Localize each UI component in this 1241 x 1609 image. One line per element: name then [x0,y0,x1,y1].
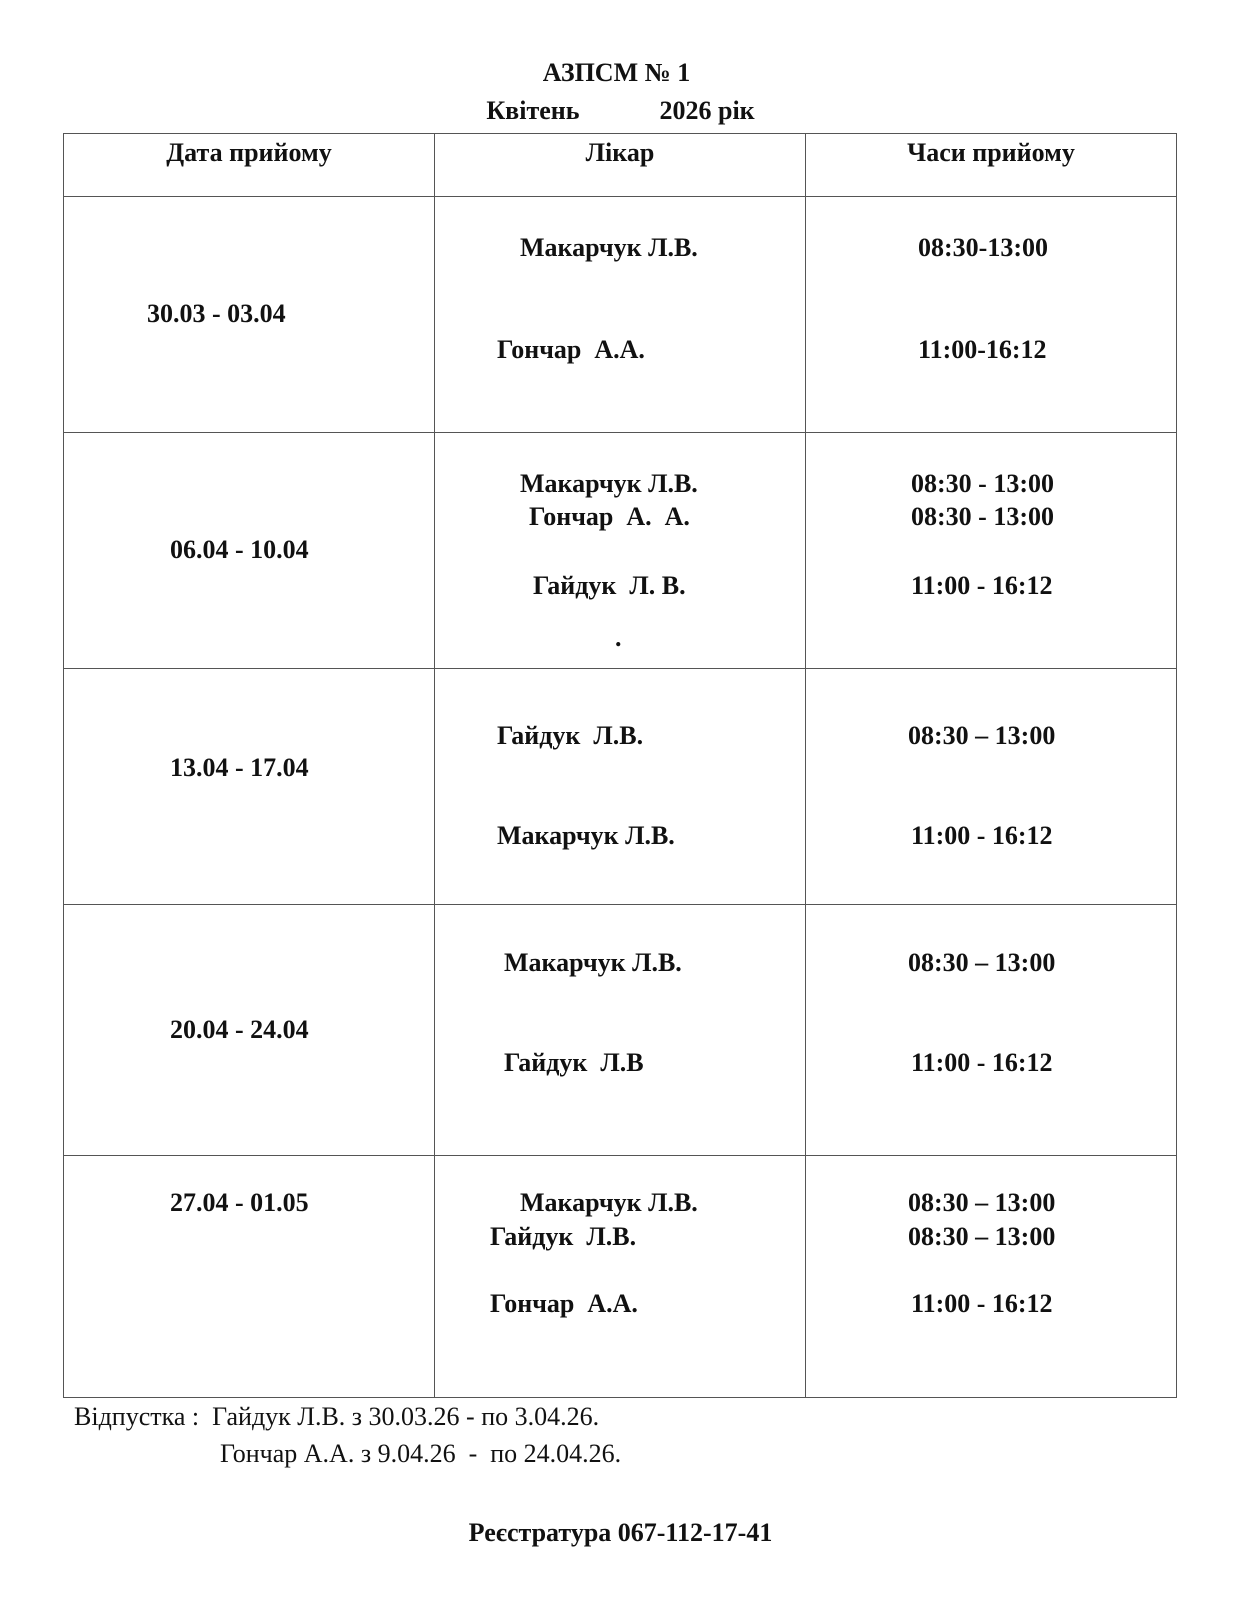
hours-cell [806,433,1177,669]
hours-range: 08:30 – 13:00 [908,721,1056,750]
hours-cell [806,905,1177,1156]
year-label: 2026 рік [659,96,755,125]
page-subtitle [0,96,1241,126]
doctor-cell [435,669,806,905]
doctor-name: Макарчук Л.В. [497,821,675,850]
hours-range: 08:30 – 13:00 [908,948,1056,977]
date-cell [64,669,435,905]
hours-cell [806,197,1177,433]
hours-range: 08:30 – 13:00 [908,1188,1056,1217]
hours-range: 08:30 - 13:00 [911,502,1054,531]
table-row [64,669,1177,905]
month-label: Квітень [486,96,580,125]
doctor-name: Гайдук Л.В [504,1048,644,1077]
vacation-note-line-1: Відпустка : Гайдук Л.В. з 30.03.26 - по 3.04.26. [74,1402,600,1431]
vacation-note-line-2: Гончар А.А. з 9.04.26 - по 24.04.26. [220,1439,622,1468]
hours-cell [806,1156,1177,1398]
column-header-date: Дата прийому [64,134,435,197]
date-cell [64,197,435,433]
date-range: 20.04 - 24.04 [170,1015,309,1044]
hours-range: 11:00-16:12 [918,335,1047,364]
doctor-cell [435,905,806,1156]
hours-range: 11:00 - 16:12 [911,821,1053,850]
date-range: 13.04 - 17.04 [170,753,309,782]
doctor-name: Макарчук Л.В. [504,948,682,977]
dot-mark: . [615,623,622,652]
doctor-name: Макарчук Л.В. [520,469,698,498]
schedule-table [63,133,1177,1398]
date-range: 27.04 - 01.05 [170,1188,309,1217]
doctor-cell [435,1156,806,1398]
date-range: 06.04 - 10.04 [170,535,309,564]
doctor-name: Макарчук Л.В. [520,1188,698,1217]
date-cell [64,1156,435,1398]
hours-range: 11:00 - 16:12 [911,1048,1053,1077]
doctor-name: Гайдук Л. В. [533,571,686,600]
hours-range: 08:30 – 13:00 [908,1222,1056,1251]
hours-cell [806,669,1177,905]
table-header-row [64,134,1177,197]
hours-range: 08:30-13:00 [918,233,1048,262]
hours-range: 11:00 - 16:12 [911,571,1053,600]
column-header-hours: Часи прийому [806,134,1177,197]
doctor-name: Макарчук Л.В. [520,233,698,262]
page-title: АЗПСМ № 1 [542,58,691,87]
date-cell [64,433,435,669]
doctor-cell [435,433,806,669]
column-header-doctor: Лікар [435,134,806,197]
table-row [64,1156,1177,1398]
registry-phone: Реєстратура 067-112-17-41 [468,1518,773,1547]
date-cell [64,905,435,1156]
doctor-name: Гончар А.А. [497,335,645,364]
doctor-cell [435,197,806,433]
hours-range: 11:00 - 16:12 [911,1289,1053,1318]
table-row [64,905,1177,1156]
table-row [64,197,1177,433]
doctor-name: Гончар А. А. [529,502,690,531]
doctor-name: Гайдук Л.В. [490,1222,637,1251]
date-range: 30.03 - 03.04 [147,299,286,328]
table-row [64,433,1177,669]
doctor-name: Гончар А.А. [490,1289,638,1318]
hours-range: 08:30 - 13:00 [911,469,1054,498]
doctor-name: Гайдук Л.В. [497,721,644,750]
